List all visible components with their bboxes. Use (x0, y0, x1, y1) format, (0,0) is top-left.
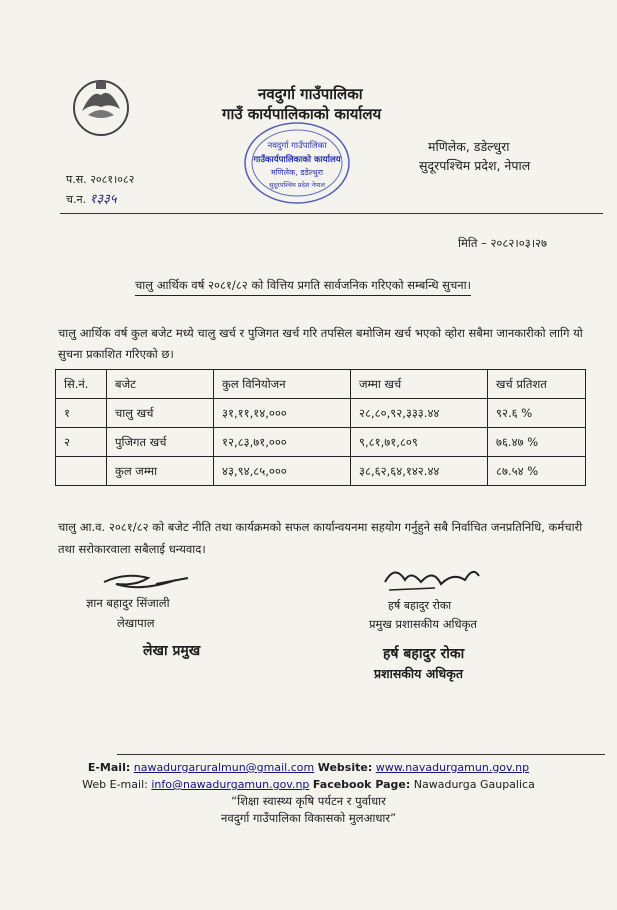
closing-paragraph: चालु आ.व. २०८१/८२ को बजेट नीति तथा कार्यक्रमको सफल कार्यान्वयनमा सहयोग गर्नुहुने सबै निर्वाचित जनप्रतिनिधि, कर्मचारी तथा सरोकारवाला सबैलाई धन्यवाद। (58, 520, 583, 556)
footer-divider (117, 754, 605, 755)
website-link[interactable]: www.navadurgamun.gov.np (375, 761, 530, 774)
reference-number (66, 172, 134, 187)
table-row (56, 428, 586, 457)
cell-sn: १ (56, 399, 107, 428)
cell-budget: कुल जम्मा (107, 457, 214, 486)
office-seal-stamp (242, 118, 352, 208)
signatory-right-name: हर्ष बहादुर रोका (388, 599, 452, 612)
seal-line-1: नवदुर्गा गाउँपालिका (267, 141, 327, 151)
chn-label: च.न. (66, 193, 87, 206)
cell-budget: चालु खर्च (107, 399, 214, 428)
web-email-link[interactable]: info@nawadurgamun.gov.np (151, 778, 310, 791)
table-header-row (56, 370, 586, 399)
seal-line-2: गाउँकार्यपालिकाको कार्यालय (253, 155, 341, 165)
government-emblem-icon (70, 75, 132, 137)
intro-paragraph: चालु आर्थिक वर्ष कुल बजेट मध्ये चालु खर्च र पुजिगत खर्च गरि तपसिल बमोजिम खर्च भएको व्होरा सबैमा जानकारीको लागि यो सुचना प्रकाशित गरिएको छ। (58, 326, 583, 361)
email-link[interactable]: nawadurgaruralmun@gmail.com (133, 761, 315, 774)
subject-line: चालु आर्थिक वर्ष २०८१/८२ को वित्तिय प्रगति सार्वजनिक गरिएको सम्बन्धि सुचना। (135, 278, 471, 296)
footer-contact-line-1 (0, 761, 617, 774)
cell-sn (56, 457, 107, 486)
address-line-2: सुदूरपश्चिम प्रदेश, नेपाल (419, 158, 531, 173)
ps-value: २०८१।०८२ (90, 173, 135, 186)
table-row (56, 399, 586, 428)
cell-allocation: ४३,९४,८५,००० (214, 457, 351, 486)
signatory-right-stamp-name: हर्ष बहादुर रोका (383, 646, 465, 662)
cell-expense: ९,८१,७१,८०९ (351, 428, 488, 457)
cell-budget: पुजिगत खर्च (107, 428, 214, 457)
col-header-budget: बजेट (107, 370, 214, 399)
facebook-label: Facebook Page: (312, 778, 411, 791)
signatory-right-stamp-post: प्रशासकीय अधिकृत (374, 666, 463, 681)
seal-line-3: मणिलेक, डडेल्धुरा (270, 168, 324, 177)
web-email-label: Web E-mail: (82, 778, 148, 791)
col-header-sn: सि.नं. (56, 370, 107, 399)
slogan-line-2: नवदुर्गा गाउँपालिका विकासको मुलआधार” (220, 811, 397, 825)
website-label: Website: (317, 761, 373, 774)
address-line-1: मणिलेक, डडेल्धुरा (428, 139, 510, 154)
seal-line-4: सुदूरपश्चिम प्रदेश नेपाल (269, 181, 325, 189)
signatory-left-name: ज्ञान बहादुर सिंजाली (86, 596, 170, 610)
header-divider (60, 213, 603, 214)
signatory-left-stamp: लेखा प्रमुख (143, 643, 201, 659)
col-header-allocation: कुल विनियोजन (214, 370, 351, 399)
slogan-line-1: “शिक्षा स्वास्थ्य कृषि पर्यटन र पुर्वाधार (231, 794, 386, 808)
cell-allocation: ३१,११,१४,००० (214, 399, 351, 428)
budget-table (55, 369, 586, 486)
footer-contact-line-2 (0, 778, 617, 791)
cell-percent: ९२.६ % (488, 399, 586, 428)
cell-percent: ७६.४७ % (488, 428, 586, 457)
org-office: गाउँ कार्यपालिकाको कार्यालय (222, 105, 382, 123)
ps-label: प.स. (66, 173, 87, 186)
facebook-page: Nawadurga Gaupalica (413, 778, 535, 791)
signatory-left-post: लेखापाल (117, 616, 155, 630)
cell-expense: २८,८०,९२,३३३.४४ (351, 399, 488, 428)
org-name: नवदुर्गा गाउँपालिका (258, 85, 363, 103)
cell-sn: २ (56, 428, 107, 457)
col-header-expense: जम्मा खर्च (351, 370, 488, 399)
cell-expense: ३८,६२,६४,१४२.४४ (351, 457, 488, 486)
document-date: मिति – २०८२।०३।२७ (458, 236, 548, 250)
signatory-right-post: प्रमुख प्रशासकीय अधिकृत (369, 617, 477, 631)
cell-allocation: १२,८३,७१,००० (214, 428, 351, 457)
cell-percent: ८७.५४ % (488, 457, 586, 486)
signature-right-icon (375, 562, 485, 602)
dispatch-number (66, 189, 117, 207)
email-label: E-Mail: (87, 761, 131, 774)
col-header-percent: खर्च प्रतिशत (488, 370, 586, 399)
table-total-row (56, 457, 586, 486)
chn-value: १३३५ (89, 192, 117, 207)
